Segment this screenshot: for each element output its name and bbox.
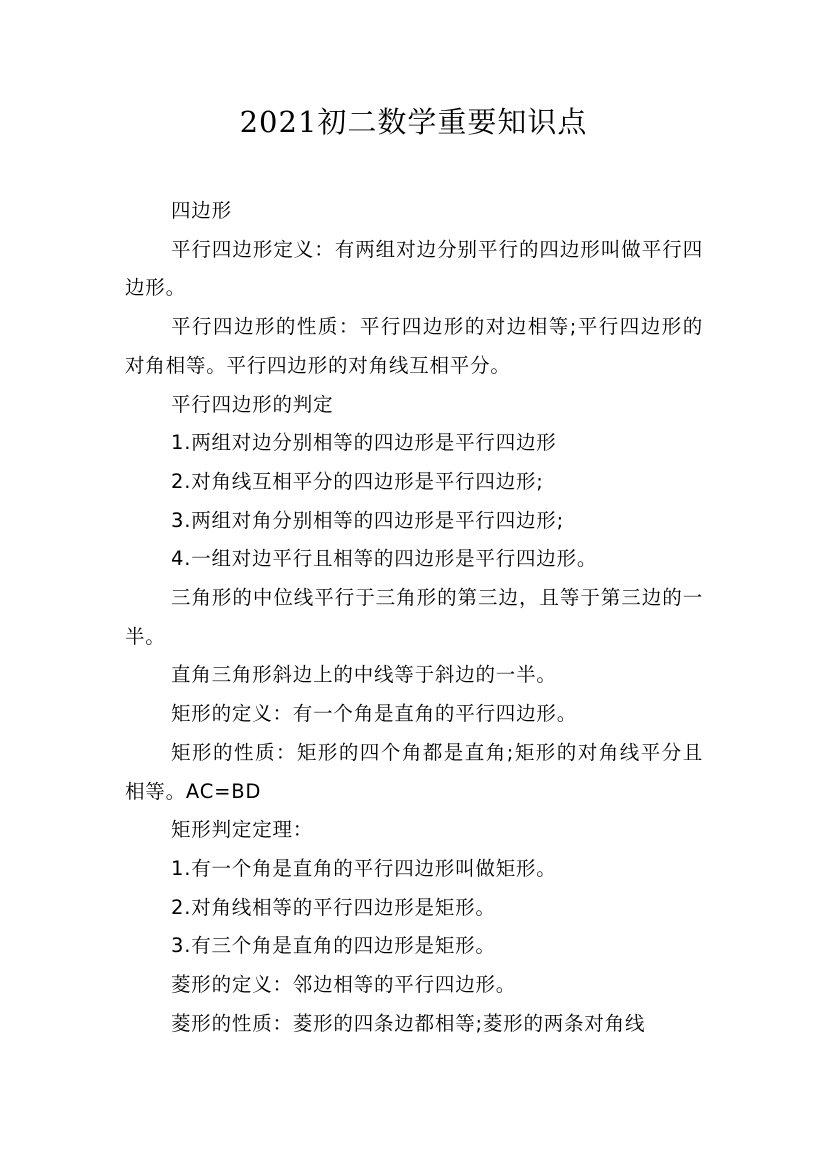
paragraph-rhombus-properties: 菱形的性质：菱形的四条边都相等;菱形的两条对角线 <box>171 1011 646 1035</box>
paragraph-right-triangle-median: 直角三角形斜边上的中线等于斜边的一半。 <box>171 663 557 687</box>
paragraph-rectangle-criteria-heading: 矩形判定定理： <box>171 818 314 842</box>
list-item-criterion-4: 4.一组对边平行且相等的四边形是平行四边形。 <box>171 547 598 571</box>
list-item-rectangle-criterion-2: 2.对角线相等的平行四边形是矩形。 <box>171 895 496 919</box>
list-item-criterion-1: 1.两组对边分别相等的四边形是平行四边形 <box>171 431 557 455</box>
list-item-criterion-2: 2.对角线互相平分的四边形是平行四边形; <box>171 469 544 493</box>
list-item-rectangle-criterion-1: 1.有一个角是直角的平行四边形叫做矩形。 <box>171 856 557 880</box>
paragraph-rhombus-definition: 菱形的定义：邻边相等的平行四边形。 <box>171 973 517 997</box>
list-item-rectangle-criterion-3: 3.有三个角是直角的四边形是矩形。 <box>171 934 496 958</box>
paragraph-rectangle-properties: 矩形的性质：矩形的四个角都是直角;矩形的对角线平分且相等。AC=BD <box>125 740 703 803</box>
section-heading-quadrilateral: 四边形 <box>171 199 232 222</box>
list-item-criterion-3: 3.两组对角分别相等的四边形是平行四边形; <box>171 508 564 532</box>
paragraph-parallelogram-definition: 平行四边形定义：有两组对边分别平行的四边形叫做平行四边形。 <box>125 237 703 300</box>
document-body <box>125 192 703 1043</box>
paragraph-triangle-midline: 三角形的中位线平行于三角形的第三边，且等于第三边的一半。 <box>125 586 703 648</box>
paragraph-rectangle-definition: 矩形的定义：有一个角是直角的平行四边形。 <box>171 702 578 726</box>
paragraph-parallelogram-criteria-heading: 平行四边形的判定 <box>171 392 334 416</box>
paragraph-parallelogram-properties: 平行四边形的性质：平行四边形的对边相等;平行四边形的对角相等。平行四边形的对角线互相平分。 <box>125 315 703 377</box>
document-title: 2021初二数学重要知识点 <box>239 105 588 139</box>
